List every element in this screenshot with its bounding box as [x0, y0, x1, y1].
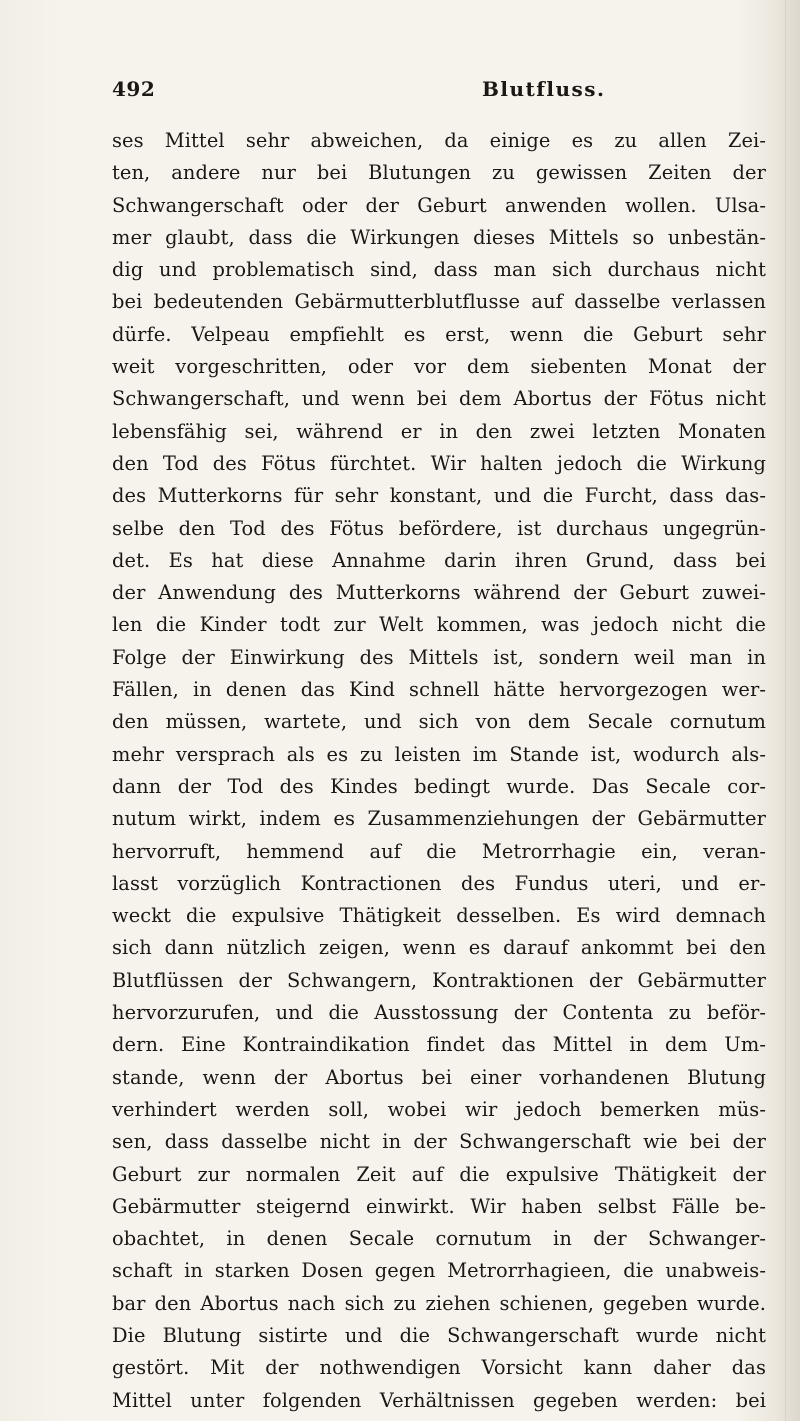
text-line: nutum wirkt, indem es Zusammenziehungen der Gebärmutter — [112, 807, 766, 831]
text-line: weckt die expulsive Thätigkeit desselben. Es wird demnach — [112, 904, 766, 928]
page-header — [112, 77, 764, 103]
text-line: weit vorgeschritten, oder vor dem siebenten Monat der — [112, 355, 766, 379]
text-line: Schwangerschaft, und wenn bei dem Abortus der Fötus nicht — [112, 387, 766, 411]
page-number: 492 — [112, 77, 156, 101]
text-line: Gebärmutter steigernd einwirkt. Wir haben selbst Fälle be- — [112, 1194, 766, 1218]
text-line: hervorruft, hemmend auf die Metrorrhagie ein, veran- — [112, 839, 766, 863]
text-line: gestört. Mit der nothwendigen Vorsicht kann daher das — [112, 1356, 766, 1380]
text-line: hervorzurufen, und die Ausstossung der Contenta zu beför- — [112, 1001, 766, 1025]
text-line: verhindert werden soll, wobei wir jedoch bemerken müs- — [112, 1097, 766, 1121]
text-line: dig und problematisch sind, dass man sich durchaus nicht — [112, 258, 766, 282]
text-line: obachtet, in denen Secale cornutum in der Schwanger- — [112, 1227, 766, 1251]
text-line: sich dann nützlich zeigen, wenn es darauf ankommt bei den — [112, 936, 766, 960]
text-line: ten, andere nur bei Blutungen zu gewissen Zeiten der — [112, 161, 766, 185]
text-line: bar den Abortus nach sich zu ziehen schienen, gegeben wurde. — [112, 1291, 766, 1315]
text-line: bei bedeutenden Gebärmutterblutflusse auf dasselbe verlassen — [112, 290, 766, 314]
text-line: Blutflüssen der Schwangern, Kontraktionen der Gebärmutter — [112, 968, 766, 992]
text-line: Die Blutung sistirte und die Schwangerschaft wurde nicht — [112, 1323, 766, 1347]
text-line: dern. Eine Kontraindikation findet das Mittel in dem Um- — [112, 1033, 766, 1057]
text-line: lebensfähig sei, während er in den zwei letzten Monaten — [112, 419, 766, 443]
text-line: stande, wenn der Abortus bei einer vorhandenen Blutung — [112, 1065, 766, 1089]
text-line: den müssen, wartete, und sich von dem Secale cornutum — [112, 710, 766, 734]
text-line: Schwangerschaft oder der Geburt anwenden wollen. Ulsa- — [112, 193, 766, 217]
text-line: Folge der Einwirkung des Mittels ist, sondern weil man in — [112, 645, 766, 669]
text-line: mehr versprach als es zu leisten im Stande ist, wodurch als- — [112, 742, 766, 766]
text-line: lasst vorzüglich Kontractionen des Fundus uteri, und er- — [112, 871, 766, 895]
text-line: Fällen, in denen das Kind schnell hätte hervorgezogen wer- — [112, 678, 766, 702]
text-line: det. Es hat diese Annahme darin ihren Grund, dass bei — [112, 548, 766, 572]
text-line: mer glaubt, dass die Wirkungen dieses Mittels so unbestän- — [112, 225, 766, 249]
text-line: Mittel unter folgenden Verhältnissen gegeben werden: bei — [112, 1388, 766, 1412]
text-line: selbe den Tod des Fötus befördere, ist durchaus ungegrün- — [112, 516, 766, 540]
text-line: sen, dass dasselbe nicht in der Schwangerschaft wie bei der — [112, 1130, 766, 1154]
text-line: dürfe. Velpeau empfiehlt es erst, wenn die Geburt sehr — [112, 322, 766, 346]
text-line: der Anwendung des Mutterkorns während der Geburt zuwei- — [112, 581, 766, 605]
page-edge-shadow — [785, 0, 786, 1421]
text-line: ses Mittel sehr abweichen, da einige es zu allen Zei- — [112, 129, 766, 152]
text-line: dann der Tod des Kindes bedingt wurde. Das Secale cor- — [112, 774, 766, 798]
text-line: des Mutterkorns für sehr konstant, und die Furcht, dass das- — [112, 484, 766, 508]
running-title: Blutfluss. — [482, 77, 606, 101]
text-line: len die Kinder todt zur Welt kommen, was jedoch nicht die — [112, 613, 766, 637]
text-line: den Tod des Fötus fürchtet. Wir halten jedoch die Wirkung — [112, 451, 766, 475]
text-line: schaft in starken Dosen gegen Metrorrhagieen, die unabweis- — [112, 1259, 766, 1283]
body-text — [112, 125, 766, 1417]
text-line: Geburt zur normalen Zeit auf die expulsive Thätigkeit der — [112, 1162, 766, 1186]
